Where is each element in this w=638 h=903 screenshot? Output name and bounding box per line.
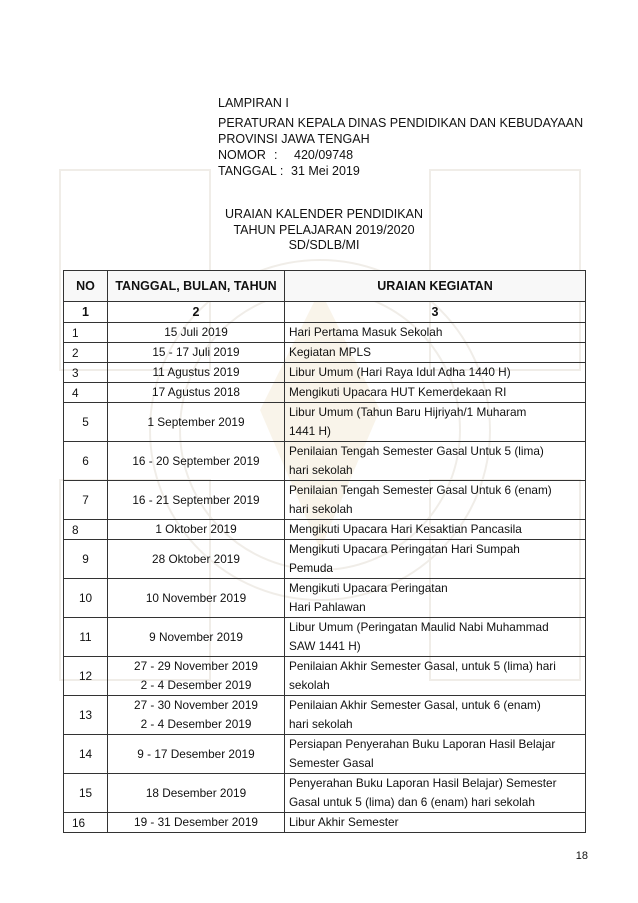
row-number: 12 [64, 657, 108, 696]
table-row [64, 442, 586, 481]
row-activity [285, 813, 586, 833]
table-row [64, 481, 586, 520]
row-activity-line: Gasal untuk 5 (lima) dan 6 (enam) hari sekolah [289, 795, 535, 809]
row-activity [285, 774, 586, 813]
row-activity [285, 520, 586, 540]
row-date [108, 442, 285, 481]
row-number: 11 [64, 618, 108, 657]
nomor-label: NOMOR [218, 148, 266, 162]
row-activity-line: Semester Gasal [289, 756, 374, 770]
row-activity-line: Mengikuti Upacara Peringatan Hari Sumpah [289, 542, 520, 556]
row-date-line: 27 - 29 November 2019 [134, 659, 258, 673]
row-activity [285, 735, 586, 774]
table-row [64, 735, 586, 774]
row-date-line: 15 - 17 Juli 2019 [152, 345, 240, 359]
row-activity-line: Mengikuti Upacara Peringatan [289, 581, 448, 595]
row-activity-line: hari sekolah [289, 463, 353, 477]
table-row [64, 363, 586, 383]
row-activity-line: Libur Umum (Hari Raya Idul Adha 1440 H) [289, 365, 511, 379]
row-activity-line: Hari Pahlawan [289, 600, 366, 614]
row-activity [285, 323, 586, 343]
row-date-line: 1 September 2019 [147, 414, 245, 429]
table-row [64, 540, 586, 579]
row-number: 8 [64, 520, 108, 540]
title-line3: SD/SDLB/MI [288, 238, 360, 252]
row-date-line: 9 November 2019 [149, 629, 243, 644]
row-date-line: 2 - 4 Desember 2019 [140, 717, 252, 731]
row-activity [285, 579, 586, 618]
row-date [108, 657, 285, 696]
row-date [108, 774, 285, 813]
row-activity-line: 1441 H) [289, 424, 331, 438]
row-activity-line: Penilaian Tengah Semester Gasal Untuk 6 (enam) [289, 483, 552, 497]
column-number: 3 [285, 302, 586, 323]
row-date-line: 16 - 21 September 2019 [132, 492, 260, 507]
row-number: 7 [64, 481, 108, 520]
column-number: 2 [108, 302, 285, 323]
tanggal-row [218, 163, 583, 179]
table-row [64, 520, 586, 540]
row-date-line: 11 Agustus 2019 [152, 365, 240, 379]
row-date-line: 16 - 20 September 2019 [132, 453, 260, 468]
row-date [108, 520, 285, 540]
row-activity [285, 363, 586, 383]
nomor-separator: : [274, 148, 278, 162]
title-line1: URAIAN KALENDER PENDIDIKAN [225, 207, 423, 221]
table-row [64, 696, 586, 735]
row-number: 10 [64, 579, 108, 618]
table-row [64, 618, 586, 657]
row-number: 6 [64, 442, 108, 481]
row-number: 4 [64, 383, 108, 403]
header-activity: URAIAN KEGIATAN [285, 271, 586, 302]
document-title [0, 207, 638, 254]
table-row [64, 813, 586, 833]
row-activity-line: Libur Akhir Semester [289, 815, 399, 829]
row-activity [285, 343, 586, 363]
row-activity-line: sekolah [289, 678, 330, 692]
row-activity [285, 657, 586, 696]
table-row [64, 383, 586, 403]
table-header-row [64, 271, 586, 302]
row-activity [285, 403, 586, 442]
table-row [64, 657, 586, 696]
table-row [64, 343, 586, 363]
row-date-line: 17 Agustus 2018 [152, 385, 240, 399]
header-no: NO [64, 271, 108, 302]
tanggal-label: TANGGAL : [218, 164, 284, 178]
row-date-line: 19 - 31 Desember 2019 [134, 815, 258, 829]
row-date [108, 323, 285, 343]
page-number: 18 [575, 850, 588, 862]
tanggal-value: 31 Mei 2019 [291, 164, 360, 178]
row-activity [285, 442, 586, 481]
table-row [64, 774, 586, 813]
row-number: 16 [64, 813, 108, 833]
row-activity-line: Mengikuti Upacara Hari Kesaktian Pancasila [289, 522, 522, 536]
regulation-title-line1: PERATURAN KEPALA DINAS PENDIDIKAN DAN KEBUDAYAAN [218, 116, 584, 130]
header-date: TANGGAL, BULAN, TAHUN [108, 271, 285, 302]
row-date [108, 540, 285, 579]
row-activity-line: Libur Umum (Tahun Baru Hijriyah/1 Muharam [289, 405, 527, 419]
row-activity-line: Penilaian Tengah Semester Gasal Untuk 5 (lima) [289, 444, 544, 458]
row-date [108, 343, 285, 363]
row-date [108, 735, 285, 774]
row-date [108, 618, 285, 657]
table-row [64, 579, 586, 618]
row-number: 3 [64, 363, 108, 383]
row-number: 2 [64, 343, 108, 363]
row-activity-line: Persiapan Penyerahan Buku Laporan Hasil Belajar [289, 737, 556, 751]
row-activity-line: Kegiatan MPLS [289, 345, 371, 359]
row-activity-line: hari sekolah [289, 717, 353, 731]
row-activity-line: Hari Pertama Masuk Sekolah [289, 325, 443, 339]
nomor-value: 420/09748 [294, 148, 354, 162]
row-activity-line: Penilaian Akhir Semester Gasal, untuk 5 (lima) hari [289, 659, 556, 673]
row-activity-line: Penilaian Akhir Semester Gasal, untuk 6 (enam) [289, 698, 541, 712]
title-line2: TAHUN PELAJARAN 2019/2020 [233, 222, 415, 237]
row-number: 13 [64, 696, 108, 735]
row-activity-line: SAW 1441 H) [289, 639, 361, 653]
row-date-line: 10 November 2019 [145, 590, 247, 605]
nomor-row [218, 147, 583, 163]
row-activity [285, 618, 586, 657]
document-header [218, 95, 583, 179]
row-date [108, 403, 285, 442]
row-date-line: 27 - 30 November 2019 [134, 698, 258, 712]
row-date-line: 18 Desember 2019 [145, 785, 247, 800]
column-number-row [64, 302, 586, 323]
row-number: 1 [64, 323, 108, 343]
row-date-line: 28 Oktober 2019 [152, 551, 240, 566]
table-row [64, 323, 586, 343]
row-date [108, 363, 285, 383]
row-date-line: 9 - 17 Desember 2019 [137, 746, 255, 761]
row-activity-line: Libur Umum (Peringatan Maulid Nabi Muhammad [289, 620, 549, 634]
lampiran-label: LAMPIRAN I [218, 96, 289, 110]
row-activity-line: Pemuda [289, 561, 333, 575]
row-activity [285, 383, 586, 403]
row-activity-line: Penyerahan Buku Laporan Hasil Belajar) Semester [289, 776, 557, 790]
row-date [108, 481, 285, 520]
row-date [108, 579, 285, 618]
row-activity [285, 481, 586, 520]
row-activity-line: hari sekolah [289, 502, 353, 516]
row-activity-line: Mengikuti Upacara HUT Kemerdekaan RI [289, 385, 507, 399]
row-activity [285, 540, 586, 579]
row-activity [285, 696, 586, 735]
column-number: 1 [64, 302, 108, 323]
row-date-line: 2 - 4 Desember 2019 [140, 678, 252, 692]
row-number: 5 [64, 403, 108, 442]
table-row [64, 403, 586, 442]
calendar-table [63, 270, 586, 833]
row-number: 9 [64, 540, 108, 579]
row-date [108, 813, 285, 833]
regulation-title-line2: PROVINSI JAWA TENGAH [218, 132, 370, 146]
row-date [108, 696, 285, 735]
row-date [108, 383, 285, 403]
row-number: 15 [64, 774, 108, 813]
row-date-line: 1 Oktober 2019 [155, 522, 237, 536]
row-date-line: 15 Juli 2019 [164, 325, 228, 339]
row-number: 14 [64, 735, 108, 774]
